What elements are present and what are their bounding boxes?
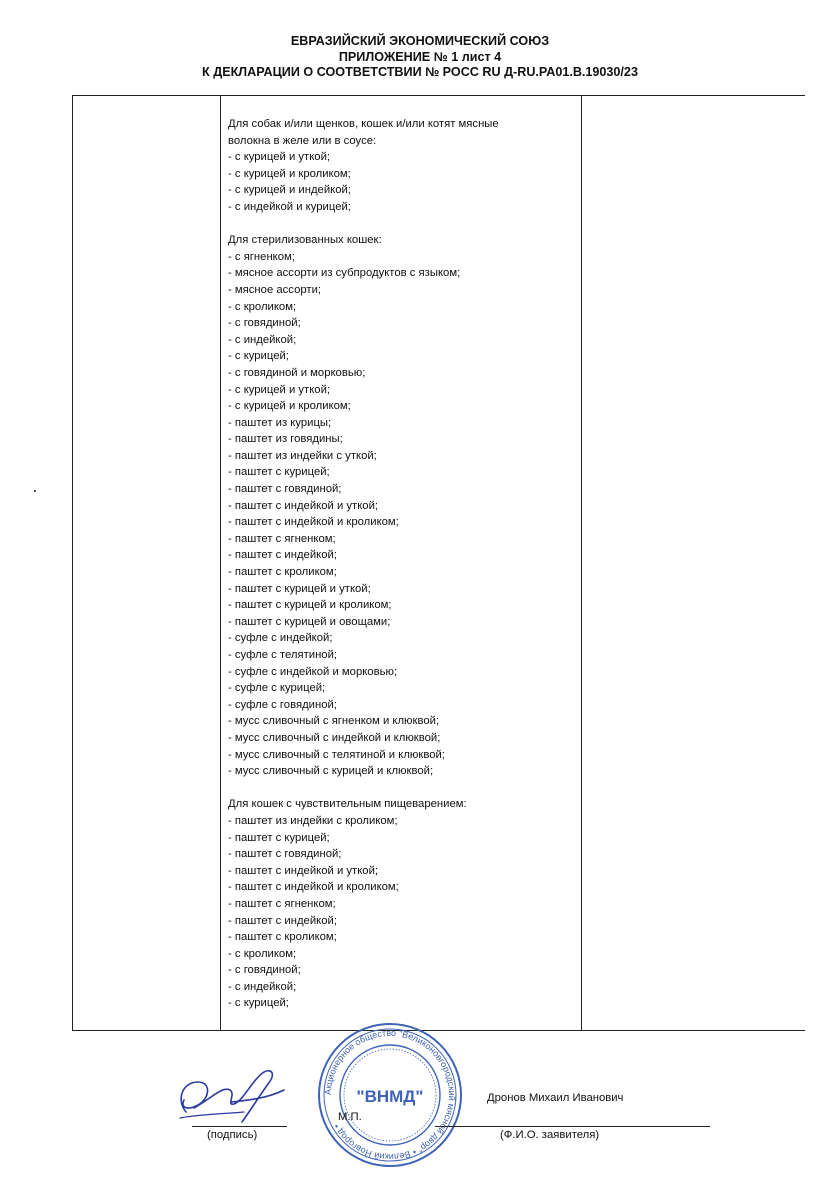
list-item: - паштет из говядины; [228,433,343,446]
list-item: - паштет с курицей и овощами; [228,615,391,628]
list-item: - паштет с индейкой; [228,914,337,927]
applicant-name-line [435,1126,710,1127]
list-item: - с индейкой; [228,333,297,346]
group-title: волокна в желе или в соусе: [228,134,377,147]
header-union-title: ЕВРАЗИЙСКИЙ ЭКОНОМИЧЕСКИЙ СОЮЗ [290,34,550,48]
list-item: - паштет из курицы; [228,416,332,429]
list-item: - паштет с говядиной; [228,848,342,861]
group-title: Для кошек с чувствительным пищеварением: [228,798,467,811]
list-item: - с кроликом; [228,300,297,313]
list-item: - паштет с индейкой и уткой; [228,499,379,512]
group-title: Для стерилизованных кошек: [228,234,382,247]
list-item: - мусс сливочный с курицей и клюквой; [228,765,434,778]
list-item: - паштет с кроликом; [228,931,337,944]
group-title: Для собак и/или щенков, кошек и/или котят мясные [228,118,499,130]
seal-center-text: "ВНМД" [356,1087,424,1106]
signature-caption: (подпись) [207,1129,258,1141]
list-item: - с говядиной; [228,317,301,330]
list-item: - паштет из индейки с уткой; [228,449,377,462]
list-item: - с индейкой и курицей; [228,200,351,213]
list-item: - суфле с индейкой; [228,632,333,645]
company-seal [316,1021,464,1169]
list-item: - мусс сливочный с ягненком и клюквой; [228,715,440,728]
list-item: - с курицей и уткой; [228,383,331,396]
list-item: - мусс сливочный с телятиной и клюквой; [228,748,445,761]
product-list-group-1 [228,149,578,215]
scan-speck [34,490,36,492]
header-appendix: ПРИЛОЖЕНИЕ № 1 лист 4 [338,49,502,64]
product-list-group-2 [228,249,578,780]
table-column-divider-1 [220,96,221,1030]
list-item: - с ягненком; [228,250,295,263]
list-item: - суфле с индейкой и морковью; [228,665,398,678]
list-item: - паштет с ягненком; [228,532,336,545]
list-item: - паштет с кроликом; [228,566,337,579]
applicant-name: Дронов Михаил Иванович [487,1092,624,1104]
list-item: - паштет с курицей; [228,831,330,844]
table-border-left [72,96,73,1030]
seal-ring-text: Акционерное общество "Великоновгородский мясной двор" • Великий Новгород • [322,1027,458,1163]
list-item: - суфле с курицей; [228,682,326,695]
list-item: - с курицей и индейкой; [228,184,351,197]
applicant-name-caption: (Ф.И.О. заявителя) [500,1129,600,1141]
seal-place-label: М.П. [338,1111,362,1123]
document-header [0,34,840,81]
signature-line [192,1126,287,1127]
list-item: - с курицей и уткой; [228,151,331,164]
list-item: - мясное ассорти; [228,283,322,296]
handwritten-signature [172,1060,292,1126]
list-item: - с говядиной; [228,964,301,977]
list-item: - паштет с индейкой и кроликом; [228,881,399,894]
product-list-group-3 [228,813,578,1012]
product-list-cell [228,116,578,1012]
list-item: - мусс сливочный с индейкой и клюквой; [228,731,441,744]
list-item: - с курицей; [228,997,289,1010]
list-item: - с говядиной и морковью; [228,366,366,379]
list-item: - с индейкой; [228,980,297,993]
header-declaration-number: К ДЕКЛАРАЦИИ О СООТВЕТСТВИИ № РОСС RU Д-RU.РА01.В.19030/23 [202,65,638,79]
list-item: - паштет с индейкой и кроликом; [228,516,399,529]
list-item: - суфле с телятиной; [228,649,338,661]
list-item: - с курицей; [228,350,289,363]
list-item: - паштет с индейкой и уткой; [228,864,379,877]
list-item: - паштет с индейкой; [228,549,337,562]
list-item: - паштет с курицей и уткой; [228,582,371,595]
list-item: - паштет с курицей и кроликом; [228,599,392,612]
list-item: - паштет с говядиной; [228,483,342,496]
list-item: - паштет с ягненком; [228,897,336,910]
list-item: - суфле с говядиной; [228,698,337,711]
table-column-divider-2 [581,96,582,1030]
product-table [72,95,805,1031]
list-item: - паштет с курицей; [228,466,330,479]
list-item: - с кроликом; [228,947,297,960]
list-item: - паштет из индейки с кроликом; [228,814,398,827]
list-item: - с курицей и кроликом; [228,167,351,180]
list-item: - мясное ассорти из субпродуктов с языком; [228,267,461,280]
list-item: - с курицей и кроликом; [228,400,351,413]
